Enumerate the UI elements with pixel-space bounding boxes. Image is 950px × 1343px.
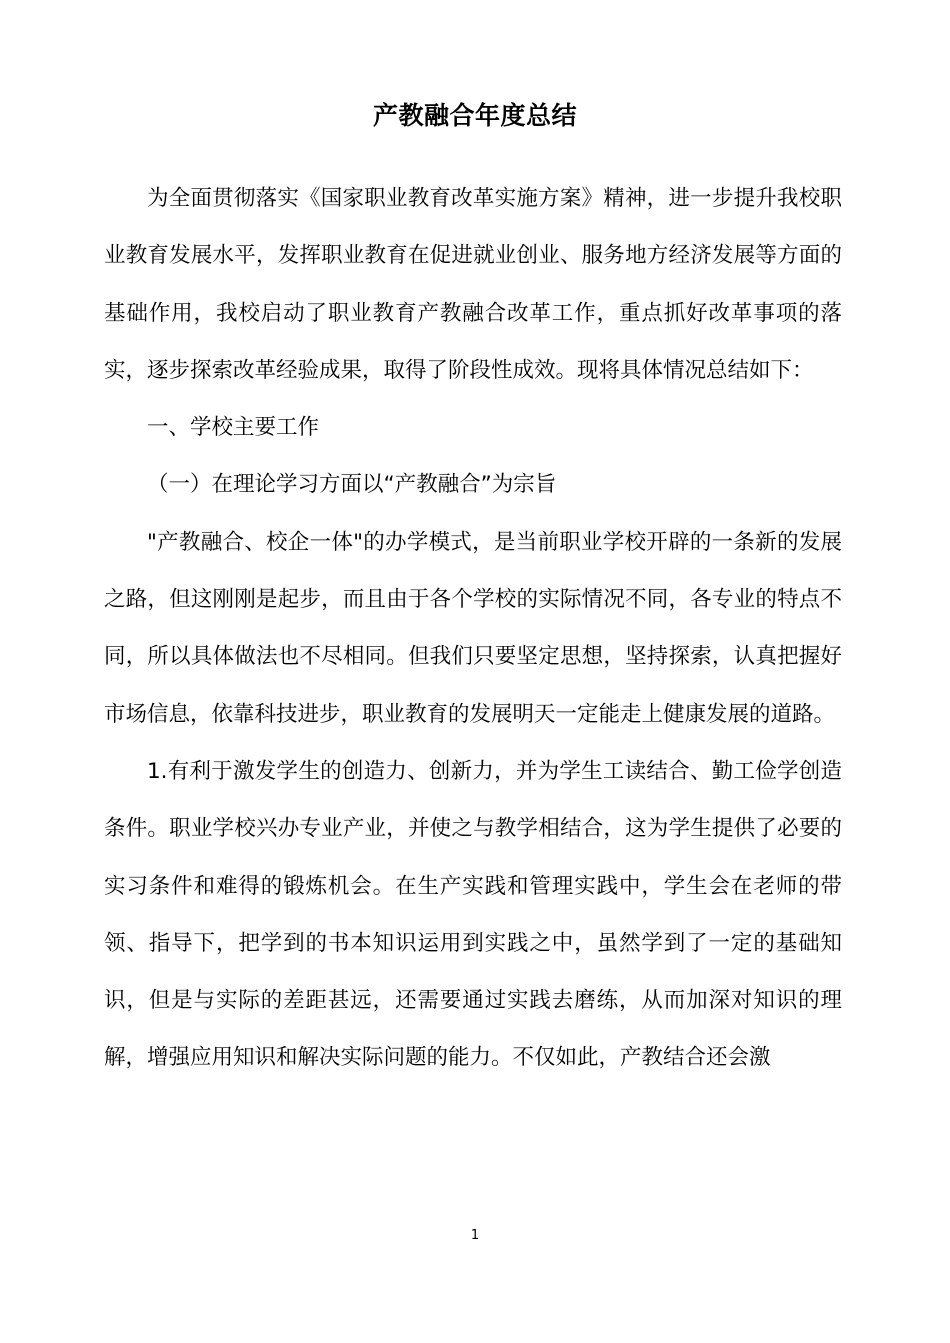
document-body (104, 170, 842, 1087)
body-paragraph: 1.有利于激发学生的创造力、创新力，并为学生工读结合、勤工俭学创造条件。职业学校兴办专业产业，并使之与教学相结合，这为学生提供了必要的实习条件和难得的锻炼机会。在生产实践和管理实践中，学生会在老师的带领、指导下，把学到的书本知识运用到实践之中，虽然学到了一定的基础知识，但是与实际的差距甚远，还需要通过实践去磨练，从而加深对知识的理解，增强应用知识和解决实际问题的能力。不仅如此，产教结合还会激 (104, 758, 842, 1071)
body-paragraph: "产教融合、校企一体"的办学模式，是当前职业学校开辟的一条新的发展之路，但这刚刚是起步，而且由于各个学校的实际情况不同，各专业的特点不同，所以具体做法也不尽相同。但我们只要坚定思想，坚持探索，认真把握好市场信息，依靠科技进步，职业教育的发展明天一定能走上健康发展的道路。 (104, 529, 842, 727)
subsection-heading: （一）在理论学习方面以“产教融合”为宗旨 (147, 472, 557, 498)
document-title: 产教融合年度总结 (372, 101, 577, 130)
section-heading: 一、学校主要工作 (147, 415, 320, 441)
page-number: 1 (470, 1228, 480, 1243)
intro-paragraph: 为全面贯彻落实《国家职业教育改革实施方案》精神，进一步提升我校职业教育发展水平，发挥职业教育在促进就业创业、服务地方经济发展等方面的基础作用，我校启动了职业教育产教融合改革工作，重点抓好改革事项的落实，逐步探索改革经验成果，取得了阶段性成效。现将具体情况总结如下： (104, 186, 842, 383)
